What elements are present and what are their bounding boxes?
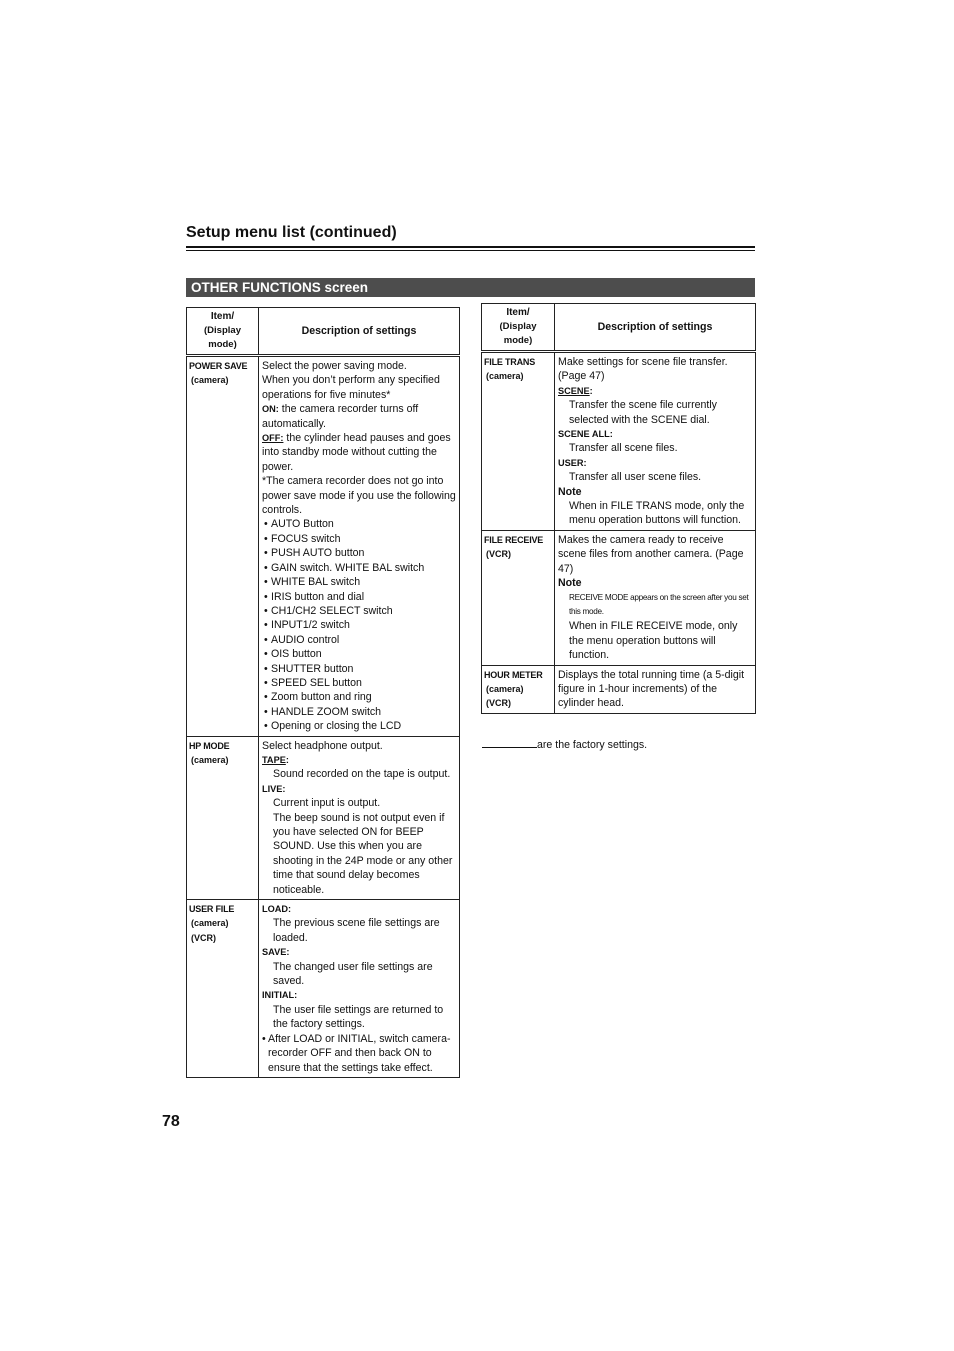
item-file-receive: FILE RECEIVE (VCR) — [482, 530, 555, 665]
list-item: • PUSH AUTO button — [262, 546, 456, 560]
item-column-header: Item/ (Display mode) — [187, 308, 259, 356]
settings-table-left — [186, 307, 460, 1078]
list-item: • GAIN switch. WHITE BAL switch — [262, 561, 456, 575]
section-heading: OTHER FUNCTIONS screen — [186, 278, 755, 297]
item-user-file: USER FILE (camera) (VCR) — [187, 900, 259, 1078]
list-item: • OIS button — [262, 647, 456, 661]
list-item: • AUTO Button — [262, 517, 456, 531]
list-item: • SPEED SEL button — [262, 676, 456, 690]
item-hp-mode: HP MODE (camera) — [187, 736, 259, 899]
table-row — [482, 665, 756, 713]
list-item: • SHUTTER button — [262, 662, 456, 676]
list-item: • Opening or closing the LCD — [262, 719, 456, 733]
description-column-header: Description of settings — [259, 308, 460, 356]
list-item: • After LOAD or INITIAL, switch camera-recorder OFF and then back ON to ensure that the settings take effect. — [262, 1032, 456, 1075]
item-hour-meter: HOUR METER (camera) (VCR) — [482, 665, 555, 713]
factory-settings-note: are the factory settings. — [482, 737, 647, 751]
user-file-description: LOAD: The previous scene file settings are loaded. SAVE: The changed user file settings are saved. INITIAL: The user file settings are returned to the factory settings. • After LOAD or INITIAL, switch camera-recorder OFF and then back ON to ensure that the settings take effect. — [259, 900, 460, 1078]
list-item: • WHITE BAL switch — [262, 575, 456, 589]
table-row — [482, 530, 756, 665]
list-item: • INPUT1/2 switch — [262, 618, 456, 632]
list-item: • IRIS button and dial — [262, 590, 456, 604]
item-power-save: POWER SAVE (camera) — [187, 356, 259, 737]
list-item: • Zoom button and ring — [262, 690, 456, 704]
list-item: • AUDIO control — [262, 633, 456, 647]
page-title: Setup menu list (continued) — [186, 224, 397, 241]
item-file-trans: FILE TRANS (camera) — [482, 352, 555, 531]
hp-mode-description: Select headphone output. TAPE: Sound recorded on the tape is output. LIVE: Current input is output. The beep sound is not output even if you have selected ON for BEEP SOUND. Use this when you are shooting in the 24P mode or any other time that sound delay becomes noticeable. — [259, 736, 460, 899]
list-item: • CH1/CH2 SELECT switch — [262, 604, 456, 618]
page-number: 78 — [162, 1113, 180, 1130]
settings-table-right — [481, 303, 756, 714]
table-header-row — [482, 304, 756, 352]
table-row — [187, 900, 460, 1078]
item-column-header: Item/ (Display mode) — [482, 304, 555, 352]
list-item: • HANDLE ZOOM switch — [262, 705, 456, 719]
table-row — [187, 356, 460, 737]
title-rule-thin — [186, 250, 755, 251]
table-header-row — [187, 308, 460, 356]
table-row — [482, 352, 756, 531]
underline-sample — [482, 737, 537, 748]
file-receive-description: Makes the camera ready to receive scene files from another camera. (Page 47) Note RECEIVE MODE appears on the screen after you set this mode. When in FILE RECEIVE mode, only the menu operation buttons will function. — [555, 530, 756, 665]
table-row — [187, 736, 460, 899]
list-item: • FOCUS switch — [262, 532, 456, 546]
description-column-header: Description of settings — [555, 304, 756, 352]
hour-meter-description: Displays the total running time (a 5-digit figure in 1-hour increments) of the cylinder head. — [555, 665, 756, 713]
file-trans-description: Make settings for scene file transfer. (Page 47) SCENE: Transfer the scene file currently selected with the SCENE dial. SCENE ALL: Transfer all scene files. USER: Transfer all user scene files. Note When in FILE TRANS mode, only the menu operation buttons will function. — [555, 352, 756, 531]
title-rule — [186, 246, 755, 248]
power-save-description: Select the power saving mode. When you don’t perform any specified operations for five minutes* ON: the camera recorder turns off automatically. OFF: the cylinder head pauses and goes into standby mode without cutting the power. *The camera recorder does not go into power save mode if you use the following controls. • AUTO Button • FOCUS switch • PUSH AUTO button • GAIN switch. WHITE BAL switch • WHITE BAL switch • IRIS button and dial • CH1/CH2 SELECT switch • INPUT1/2 switch • AUDIO control • OIS button • SHUTTER button • SPEED SEL button • Zoom button and ring • HANDLE ZOOM switch • Opening or closing the LCD — [259, 356, 460, 737]
